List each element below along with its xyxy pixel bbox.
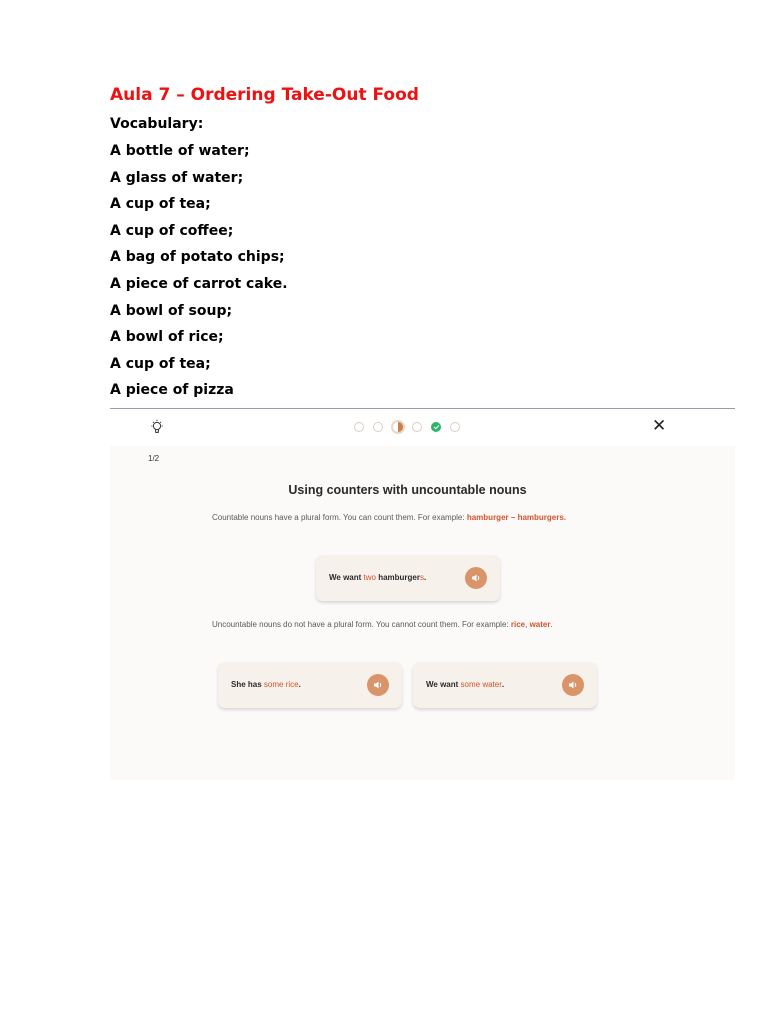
- close-icon[interactable]: ✕: [652, 416, 667, 435]
- doc-title: Aula 7 – Ordering Take-Out Food: [110, 85, 419, 105]
- vocab-item: A glass of water;: [110, 169, 244, 186]
- countable-text: Countable nouns have a plural form. You can count them. For example:: [212, 513, 465, 522]
- speaker-icon[interactable]: [465, 567, 487, 589]
- card-text-part: We want: [329, 573, 364, 582]
- step-dot: [450, 422, 460, 432]
- highlight-word: hamburger: [466, 513, 509, 522]
- vocabulary-heading: Vocabulary:: [110, 116, 204, 132]
- highlight-word: some rice: [263, 680, 299, 689]
- speaker-icon[interactable]: [562, 674, 584, 696]
- vocab-item: A bowl of rice;: [110, 329, 224, 346]
- vocab-item: A cup of tea;: [110, 196, 211, 213]
- vocab-item: A piece of pizza: [110, 382, 234, 399]
- vocabulary-list: [110, 142, 288, 408]
- check-icon: [431, 422, 441, 432]
- vocab-item: A bottle of water;: [110, 143, 250, 159]
- progress-label: 1/2: [148, 454, 160, 463]
- highlight-word: water: [529, 620, 551, 629]
- divider: [110, 408, 735, 409]
- comma: ,: [525, 620, 528, 629]
- step-dot: [354, 422, 364, 432]
- highlight-dash: –: [510, 513, 516, 522]
- highlight-word: hamburgers: [517, 513, 564, 522]
- step-dot-current: [391, 420, 405, 434]
- highlight-word: some water: [460, 680, 502, 689]
- lightbulb-icon[interactable]: [150, 419, 164, 437]
- countable-paragraph: [212, 512, 602, 525]
- step-dot: [412, 422, 422, 432]
- uncountable-paragraph: [212, 619, 602, 632]
- card-text-part: .: [424, 573, 427, 582]
- card-text-part: .: [501, 680, 505, 689]
- period: .: [550, 620, 553, 629]
- lesson-topbar: [110, 410, 735, 446]
- vocab-item: A cup of tea;: [110, 355, 211, 372]
- period: .: [563, 513, 567, 522]
- vocab-item: A cup of coffee;: [110, 222, 234, 239]
- lesson-title: Using counters with uncountable nouns: [288, 483, 527, 497]
- highlight-word: two: [363, 573, 376, 582]
- example-card: [316, 555, 500, 601]
- example-card: [413, 662, 597, 708]
- vocab-item: A bag of potato chips;: [110, 249, 285, 266]
- vocab-item: A bowl of soup;: [110, 302, 233, 319]
- lesson-screenshot: [110, 410, 735, 780]
- example-sentence: [426, 662, 504, 708]
- example-sentence: [231, 662, 301, 708]
- card-text-part: hamburger: [375, 573, 420, 582]
- highlight-word: rice: [510, 620, 526, 629]
- vocab-item: A piece of carrot cake.: [110, 275, 288, 292]
- highlight-word: s: [420, 573, 424, 582]
- card-text-part: .: [298, 680, 301, 689]
- step-dot: [373, 422, 383, 432]
- card-text-part: She has: [231, 680, 264, 689]
- example-sentence: [329, 555, 426, 601]
- uncountable-text: Uncountable nouns do not have a plural form. You cannot count them. For example:: [212, 620, 509, 629]
- example-card: [218, 662, 402, 708]
- speaker-icon[interactable]: [367, 674, 389, 696]
- card-text-part: We want: [426, 680, 461, 689]
